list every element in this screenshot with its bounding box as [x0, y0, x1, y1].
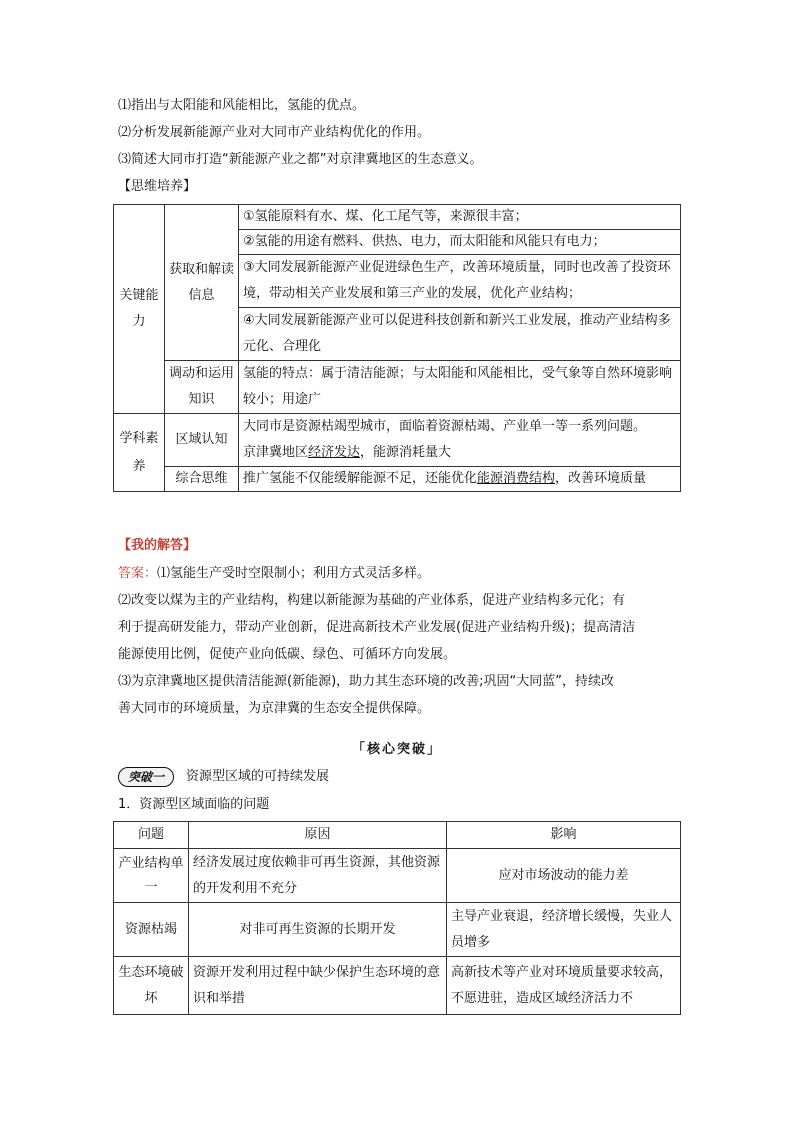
point-3: ③大同发展新能源产业促进绿色生产，改善环境质量，同时也改善了投资环境，带动相关产业发展和第三产业的发展，优化产业结构； [239, 255, 681, 308]
row2-effect: 主导产业衰退，经济增长缓慢，失业人员增多 [447, 903, 681, 957]
row3-problem: 生态环境破坏 [114, 957, 189, 1015]
regional-text [239, 414, 681, 467]
integrated-c: ，改善环境质量 [555, 471, 647, 486]
section-title: 「核心突破」 [351, 742, 442, 757]
header-cause: 原因 [189, 822, 447, 849]
answer-line-6: 善大同市的环境质量，为京津冀的生态安全提供保障。 [118, 701, 431, 716]
answer-line-3: 利于提高研发能力，带动产业创新，促进高新技术产业发展(促进产业结构升级)；提高清洁 [118, 620, 636, 635]
literacy-cell: 学科素养 [114, 414, 165, 492]
row2-cause: 对非可再生资源的长期开发 [189, 903, 447, 957]
point-4: ④大同发展新能源产业可以促进科技创新和新兴工业发展，推动产业结构多元化、合理化 [239, 308, 681, 361]
row3-effect: 高新技术等产业对环境质量要求较高，不愿进驻，造成区域经济活力不 [447, 957, 681, 1015]
answer-label: 答案： [118, 566, 158, 581]
row3-cause: 资源开发利用过程中缺少保护生态环境的意识和举措 [189, 957, 447, 1015]
table-row [114, 849, 681, 903]
get-info-cell: 获取和解读信息 [165, 205, 239, 361]
regional-cell: 区域认知 [165, 414, 239, 467]
problem-table [113, 821, 681, 1015]
regional-line-2c: ，能源消耗量大 [360, 445, 452, 460]
row1-effect: 应对市场波动的能力差 [447, 849, 681, 903]
point-1: ①氢能原料有水、煤、化工尾气等，来源很丰富； [239, 205, 681, 230]
answer-line-4: 能源使用比例，促使产业向低碳、绿色、可循环方向发展。 [118, 647, 457, 662]
point-2: ②氢能的用途有燃料、供热、电力，而太阳能和风能只有电力； [239, 230, 681, 255]
question-2: ⑵分析发展新能源产业对大同市产业结构优化的作用。 [118, 125, 431, 140]
regional-line-2b: 经济发达 [308, 445, 361, 460]
question-3: ⑶简述大同市打造“新能源产业之都”对京津冀地区的生态意义。 [118, 152, 483, 167]
integrated-a: 推广氢能不仅能缓解能源不足，还能优化 [243, 471, 478, 486]
integrated-text [239, 467, 681, 492]
answer-1: ⑴氢能生产受时空限制小；利用方式灵活多样。 [157, 566, 431, 581]
answer-line-2: ⑵改变以煤为主的产业结构，构建以新能源为基础的产业体系，促进产业结构多元化；有 [118, 593, 626, 608]
integrated-cell: 综合思维 [165, 467, 239, 492]
table-row [114, 903, 681, 957]
key-ability-cell: 关键能力 [114, 205, 165, 414]
header-problem: 问题 [114, 822, 189, 849]
breakthrough-badge: 突破一 [118, 767, 174, 787]
thinking-table [113, 204, 681, 492]
question-1: ⑴指出与太阳能和风能相比，氢能的优点。 [118, 98, 366, 113]
sub-heading: 1．资源型区域面临的问题 [118, 797, 270, 812]
header-effect: 影响 [447, 822, 681, 849]
row1-problem: 产业结构单一 [114, 849, 189, 903]
table-row [114, 957, 681, 1015]
apply-text: 氢能的特点：属于清洁能源；与太阳能和风能相比，受气象等自然环境影响较小；用途广 [239, 361, 681, 414]
row2-problem: 资源枯竭 [114, 903, 189, 957]
regional-line-1: 大同市是资源枯竭型城市，面临着资源枯竭、产业单一等一系列问题。 [243, 419, 647, 434]
thinking-heading: 【思维培养】 [118, 179, 197, 194]
row1-cause: 经济发展过度依赖非可再生资源，其他资源的开发利用不充分 [189, 849, 447, 903]
answer-line-5: ⑶为京津冀地区提供清洁能源(新能源)，助力其生态环境的改善;巩固“大同蓝”，持续改 [118, 674, 614, 689]
answer-heading: 【我的解答】 [118, 538, 197, 553]
answer-line-1 [118, 565, 430, 583]
apply-knowledge-cell: 调动和运用知识 [165, 361, 239, 414]
integrated-b: 能源消费结构 [477, 471, 556, 486]
breakthrough-title: 资源型区域的可持续发展 [186, 769, 330, 784]
regional-line-2a: 京津冀地区 [243, 445, 309, 460]
